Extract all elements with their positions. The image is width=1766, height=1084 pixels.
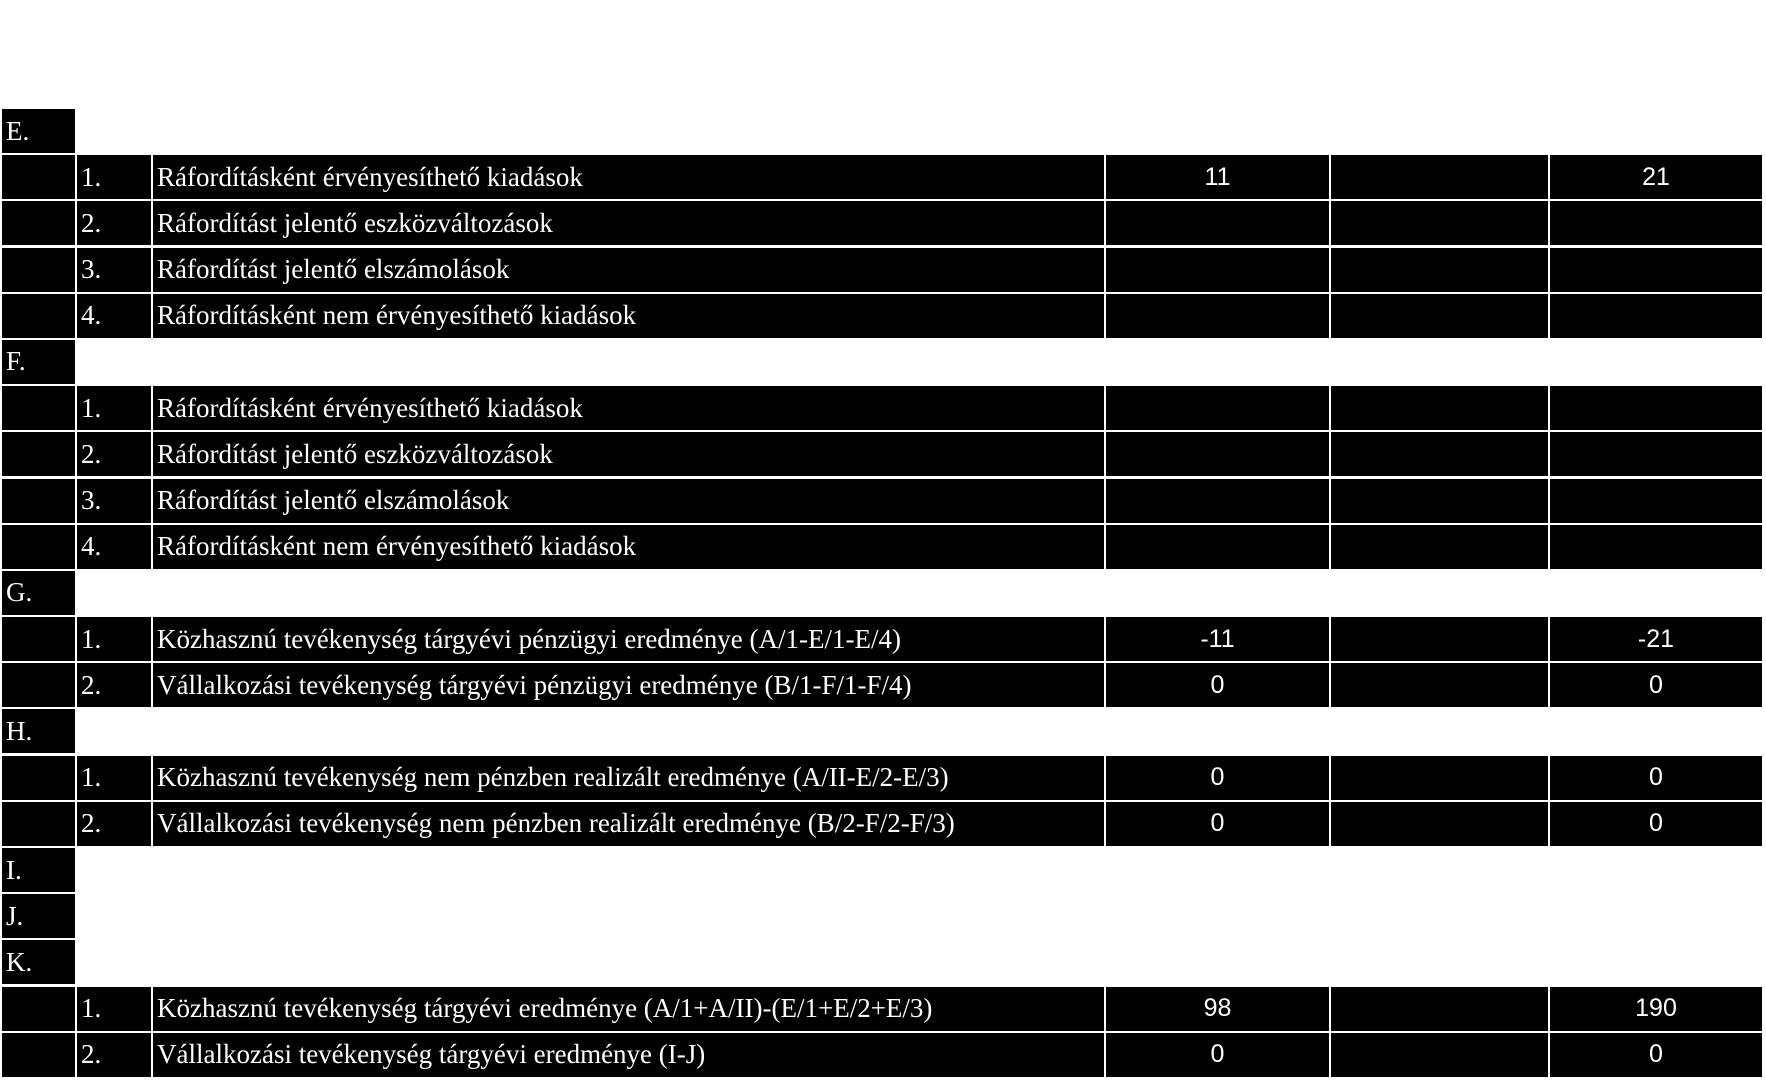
value-cell-1 (1106, 479, 1329, 523)
letter-cell (2, 479, 75, 523)
value-cell-3: 0 (1550, 756, 1762, 800)
table-row (2, 1033, 1764, 1079)
letter-cell (2, 617, 75, 661)
section-letter: F. (2, 340, 75, 384)
table-row (2, 756, 1764, 802)
letter-cell (2, 802, 75, 846)
table-row (2, 525, 1764, 571)
value-cell-2 (1331, 155, 1548, 199)
section-row (2, 894, 1764, 940)
row-description: Vállalkozási tevékenység tárgyévi eredménye (I-J) (153, 1033, 1104, 1077)
value-cell-1 (1106, 294, 1329, 338)
row-number: 1. (77, 617, 151, 661)
value-cell-1 (1106, 248, 1329, 292)
value-cell-1: 0 (1106, 756, 1329, 800)
value-cell-2 (1331, 479, 1548, 523)
section-letter: E. (2, 109, 75, 153)
table-row (2, 617, 1764, 663)
row-description: Ráfordításként nem érvényesíthető kiadások (153, 294, 1104, 338)
row-number: 1. (77, 987, 151, 1031)
row-number: 3. (77, 248, 151, 292)
value-cell-3: -21 (1550, 617, 1762, 661)
letter-cell (2, 386, 75, 430)
value-cell-3 (1550, 479, 1762, 523)
row-description: Ráfordításként érvényesíthető kiadások (153, 386, 1104, 430)
row-description: Ráfordítást jelentő elszámolások (153, 248, 1104, 292)
section-letter: K. (2, 940, 75, 984)
value-cell-2 (1331, 617, 1548, 661)
row-description: Közhasznú tevékenység tárgyévi eredménye (A/1+A/II)-(E/1+E/2+E/3) (153, 987, 1104, 1031)
value-cell-3: 190 (1550, 987, 1762, 1031)
row-description: Ráfordítást jelentő eszközváltozások (153, 432, 1104, 476)
row-description: Ráfordítást jelentő eszközváltozások (153, 201, 1104, 245)
value-cell-3: 0 (1550, 1033, 1762, 1077)
table-row (2, 802, 1764, 848)
row-number: 3. (77, 479, 151, 523)
row-description: Vállalkozási tevékenység nem pénzben realizált eredménye (B/2-F/2-F/3) (153, 802, 1104, 846)
value-cell-2 (1331, 294, 1548, 338)
row-description: Vállalkozási tevékenység tárgyévi pénzügyi eredménye (B/1-F/1-F/4) (153, 663, 1104, 707)
letter-cell (2, 525, 75, 569)
table-row (2, 432, 1764, 478)
value-cell-2 (1331, 432, 1548, 476)
row-number: 2. (77, 802, 151, 846)
table-row (2, 663, 1764, 709)
table-row (2, 248, 1764, 294)
value-cell-1 (1106, 201, 1329, 245)
row-number: 1. (77, 386, 151, 430)
letter-cell (2, 987, 75, 1031)
value-cell-2 (1331, 386, 1548, 430)
value-cell-2 (1331, 756, 1548, 800)
value-cell-2 (1331, 201, 1548, 245)
row-description: Közhasznú tevékenység nem pénzben realizált eredménye (A/II-E/2-E/3) (153, 756, 1104, 800)
value-cell-3 (1550, 248, 1762, 292)
section-letter: H. (2, 709, 75, 753)
value-cell-2 (1331, 525, 1548, 569)
letter-cell (2, 1033, 75, 1077)
value-cell-3: 21 (1550, 155, 1762, 199)
table-row (2, 386, 1764, 432)
table-row (2, 155, 1764, 201)
value-cell-1: 0 (1106, 802, 1329, 846)
value-cell-3 (1550, 525, 1762, 569)
letter-cell (2, 432, 75, 476)
value-cell-3 (1550, 201, 1762, 245)
row-number: 2. (77, 201, 151, 245)
value-cell-2 (1331, 663, 1548, 707)
value-cell-2 (1331, 987, 1548, 1031)
value-cell-2 (1331, 1033, 1548, 1077)
row-number: 1. (77, 756, 151, 800)
row-number: 2. (77, 432, 151, 476)
value-cell-3 (1550, 294, 1762, 338)
financial-table (2, 109, 1764, 1079)
section-letter: I. (2, 848, 75, 892)
row-number: 2. (77, 1033, 151, 1077)
value-cell-2 (1331, 248, 1548, 292)
row-number: 1. (77, 155, 151, 199)
letter-cell (2, 248, 75, 292)
table-row (2, 294, 1764, 340)
value-cell-1 (1106, 525, 1329, 569)
table-row (2, 479, 1764, 525)
section-row (2, 571, 1764, 617)
row-description: Ráfordítást jelentő elszámolások (153, 479, 1104, 523)
table-row (2, 201, 1764, 247)
letter-cell (2, 201, 75, 245)
section-row (2, 848, 1764, 894)
section-row (2, 940, 1764, 986)
row-number: 4. (77, 525, 151, 569)
row-number: 2. (77, 663, 151, 707)
value-cell-1: 11 (1106, 155, 1329, 199)
letter-cell (2, 756, 75, 800)
value-cell-2 (1331, 802, 1548, 846)
row-description: Közhasznú tevékenység tárgyévi pénzügyi eredménye (A/1-E/1-E/4) (153, 617, 1104, 661)
section-row (2, 709, 1764, 755)
row-number: 4. (77, 294, 151, 338)
section-letter: J. (2, 894, 75, 938)
letter-cell (2, 294, 75, 338)
table-row (2, 987, 1764, 1033)
value-cell-1 (1106, 432, 1329, 476)
value-cell-1: -11 (1106, 617, 1329, 661)
value-cell-3 (1550, 386, 1762, 430)
section-row (2, 109, 1764, 155)
value-cell-1 (1106, 386, 1329, 430)
value-cell-1: 98 (1106, 987, 1329, 1031)
section-letter: G. (2, 571, 75, 615)
section-row (2, 340, 1764, 386)
value-cell-1: 0 (1106, 1033, 1329, 1077)
value-cell-1: 0 (1106, 663, 1329, 707)
value-cell-3: 0 (1550, 663, 1762, 707)
letter-cell (2, 663, 75, 707)
value-cell-3: 0 (1550, 802, 1762, 846)
letter-cell (2, 155, 75, 199)
row-description: Ráfordításként érvényesíthető kiadások (153, 155, 1104, 199)
row-description: Ráfordításként nem érvényesíthető kiadások (153, 525, 1104, 569)
value-cell-3 (1550, 432, 1762, 476)
